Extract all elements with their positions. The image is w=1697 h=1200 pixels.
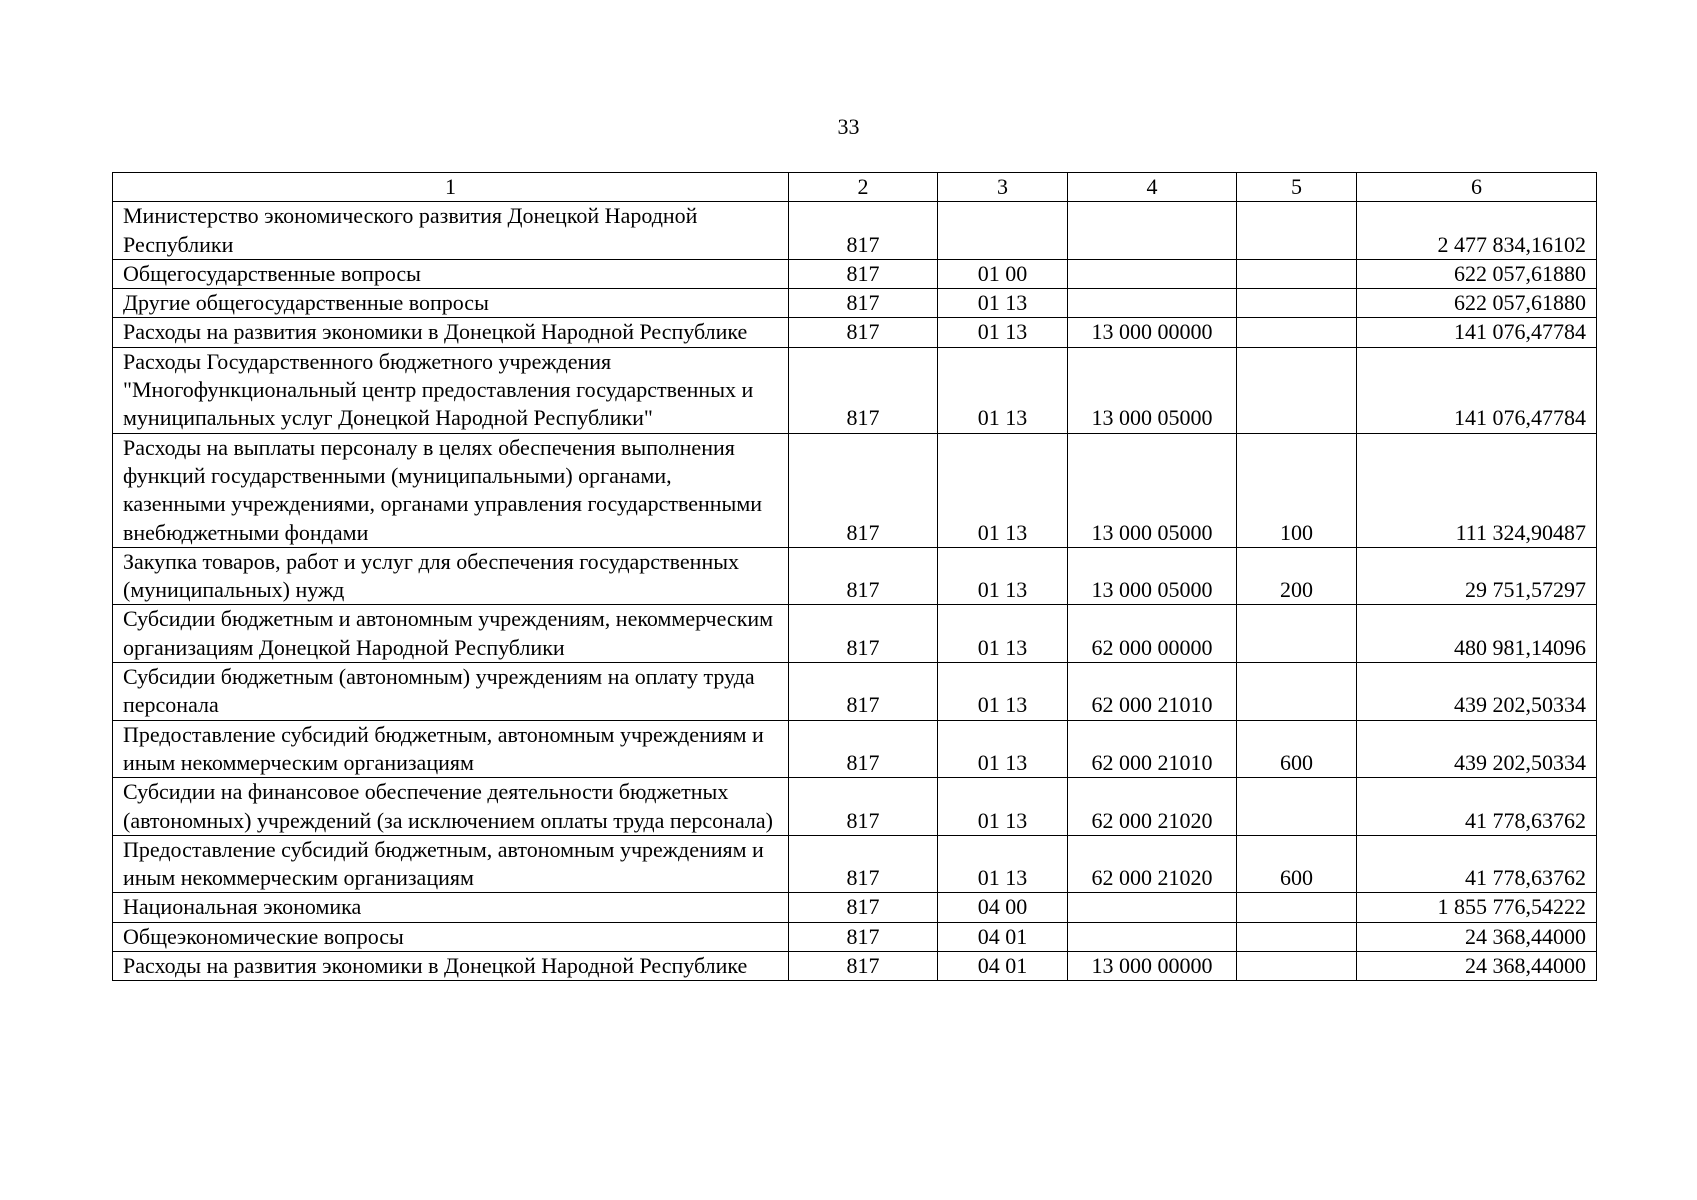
row-amount-cell: 29 751,57297 (1357, 547, 1597, 605)
table-row (113, 835, 1597, 893)
row-target-article-cell: 62 000 21010 (1068, 663, 1237, 721)
row-name-cell: Общеэкономические вопросы (113, 922, 789, 951)
row-target-article-cell: 13 000 05000 (1068, 547, 1237, 605)
row-amount-cell: 622 057,61880 (1357, 289, 1597, 318)
row-name-cell: Национальная экономика (113, 893, 789, 922)
row-target-article-cell: 62 000 21020 (1068, 778, 1237, 836)
row-expense-type-cell (1237, 605, 1357, 663)
row-ministry-code-cell: 817 (789, 778, 938, 836)
row-section-code-cell: 01 13 (938, 605, 1068, 663)
row-name-cell: Расходы на развития экономики в Донецкой Народной Республике (113, 952, 789, 981)
row-amount-cell: 141 076,47784 (1357, 318, 1597, 347)
row-target-article-cell: 13 000 00000 (1068, 952, 1237, 981)
row-expense-type-cell (1237, 922, 1357, 951)
row-section-code-cell: 01 13 (938, 347, 1068, 433)
row-target-article-cell: 62 000 21010 (1068, 720, 1237, 778)
row-name-cell: Субсидии бюджетным (автономным) учреждениям на оплату труда персонала (113, 663, 789, 721)
row-section-code-cell: 04 01 (938, 952, 1068, 981)
header-col-2: 2 (789, 173, 938, 202)
table-row (113, 259, 1597, 288)
table-row (113, 663, 1597, 721)
row-name-cell: Расходы Государственного бюджетного учреждения "Многофункциональный центр предоставления государственных и муниципальных услуг Донецкой Народной Республики" (113, 347, 789, 433)
page-number: 33 (837, 114, 860, 139)
row-amount-cell: 1 855 776,54222 (1357, 893, 1597, 922)
row-section-code-cell: 01 13 (938, 778, 1068, 836)
header-col-1: 1 (113, 173, 789, 202)
row-ministry-code-cell: 817 (789, 547, 938, 605)
row-ministry-code-cell: 817 (789, 952, 938, 981)
table-row (113, 922, 1597, 951)
row-target-article-cell (1068, 259, 1237, 288)
header-col-3: 3 (938, 173, 1068, 202)
table-body (113, 202, 1597, 981)
row-expense-type-cell (1237, 202, 1357, 260)
table-row (113, 318, 1597, 347)
row-amount-cell: 141 076,47784 (1357, 347, 1597, 433)
row-ministry-code-cell: 817 (789, 433, 938, 547)
header-col-6: 6 (1357, 173, 1597, 202)
row-section-code-cell: 01 13 (938, 663, 1068, 721)
row-section-code-cell: 01 00 (938, 259, 1068, 288)
table-row (113, 605, 1597, 663)
table-header-row (113, 173, 1597, 202)
row-ministry-code-cell: 817 (789, 289, 938, 318)
table-row (113, 347, 1597, 433)
row-expense-type-cell (1237, 259, 1357, 288)
row-ministry-code-cell: 817 (789, 922, 938, 951)
row-section-code-cell: 01 13 (938, 433, 1068, 547)
row-section-code-cell: 01 13 (938, 835, 1068, 893)
table-row (113, 202, 1597, 260)
row-amount-cell: 480 981,14096 (1357, 605, 1597, 663)
row-target-article-cell (1068, 202, 1237, 260)
row-target-article-cell (1068, 893, 1237, 922)
table-row (113, 547, 1597, 605)
row-expense-type-cell: 200 (1237, 547, 1357, 605)
table-row (113, 720, 1597, 778)
row-name-cell: Расходы на развития экономики в Донецкой Народной Республике (113, 318, 789, 347)
row-target-article-cell (1068, 289, 1237, 318)
row-name-cell: Предоставление субсидий бюджетным, автономным учреждениям и иным некоммерческим организациям (113, 720, 789, 778)
row-expense-type-cell (1237, 318, 1357, 347)
row-ministry-code-cell: 817 (789, 318, 938, 347)
row-expense-type-cell (1237, 893, 1357, 922)
row-ministry-code-cell: 817 (789, 259, 938, 288)
row-expense-type-cell: 100 (1237, 433, 1357, 547)
row-ministry-code-cell: 817 (789, 893, 938, 922)
row-target-article-cell: 13 000 00000 (1068, 318, 1237, 347)
row-section-code-cell: 04 00 (938, 893, 1068, 922)
row-name-cell: Субсидии на финансовое обеспечение деятельности бюджетных (автономных) учреждений (за исключением оплаты труда персонала) (113, 778, 789, 836)
row-amount-cell: 439 202,50334 (1357, 663, 1597, 721)
header-col-4: 4 (1068, 173, 1237, 202)
row-name-cell: Предоставление субсидий бюджетным, автономным учреждениям и иным некоммерческим организациям (113, 835, 789, 893)
row-section-code-cell (938, 202, 1068, 260)
row-target-article-cell: 62 000 21020 (1068, 835, 1237, 893)
row-section-code-cell: 01 13 (938, 547, 1068, 605)
row-name-cell: Другие общегосударственные вопросы (113, 289, 789, 318)
table-row (113, 289, 1597, 318)
row-ministry-code-cell: 817 (789, 347, 938, 433)
row-amount-cell: 622 057,61880 (1357, 259, 1597, 288)
row-amount-cell: 111 324,90487 (1357, 433, 1597, 547)
row-target-article-cell: 13 000 05000 (1068, 433, 1237, 547)
row-amount-cell: 24 368,44000 (1357, 952, 1597, 981)
row-section-code-cell: 01 13 (938, 720, 1068, 778)
row-section-code-cell: 04 01 (938, 922, 1068, 951)
row-name-cell: Министерство экономического развития Донецкой Народной Республики (113, 202, 789, 260)
row-expense-type-cell (1237, 289, 1357, 318)
row-expense-type-cell: 600 (1237, 720, 1357, 778)
row-ministry-code-cell: 817 (789, 605, 938, 663)
row-target-article-cell (1068, 922, 1237, 951)
row-amount-cell: 41 778,63762 (1357, 778, 1597, 836)
table-row (113, 433, 1597, 547)
row-expense-type-cell (1237, 778, 1357, 836)
row-amount-cell: 24 368,44000 (1357, 922, 1597, 951)
row-amount-cell: 2 477 834,16102 (1357, 202, 1597, 260)
header-col-5: 5 (1237, 173, 1357, 202)
row-ministry-code-cell: 817 (789, 663, 938, 721)
budget-table (112, 172, 1597, 981)
row-section-code-cell: 01 13 (938, 289, 1068, 318)
row-name-cell: Субсидии бюджетным и автономным учреждениям, некоммерческим организациям Донецкой Народной Республики (113, 605, 789, 663)
row-ministry-code-cell: 817 (789, 720, 938, 778)
row-name-cell: Закупка товаров, работ и услуг для обеспечения государственных (муниципальных) нужд (113, 547, 789, 605)
row-section-code-cell: 01 13 (938, 318, 1068, 347)
row-amount-cell: 439 202,50334 (1357, 720, 1597, 778)
row-ministry-code-cell: 817 (789, 835, 938, 893)
row-name-cell: Общегосударственные вопросы (113, 259, 789, 288)
table-row (113, 893, 1597, 922)
table-row (113, 778, 1597, 836)
row-expense-type-cell (1237, 663, 1357, 721)
row-target-article-cell: 62 000 00000 (1068, 605, 1237, 663)
row-expense-type-cell (1237, 347, 1357, 433)
row-expense-type-cell (1237, 952, 1357, 981)
table-row (113, 952, 1597, 981)
row-ministry-code-cell: 817 (789, 202, 938, 260)
row-expense-type-cell: 600 (1237, 835, 1357, 893)
row-amount-cell: 41 778,63762 (1357, 835, 1597, 893)
row-target-article-cell: 13 000 05000 (1068, 347, 1237, 433)
row-name-cell: Расходы на выплаты персоналу в целях обеспечения выполнения функций государственными (муниципальными) органами, казенными учреждениями, органами управления государственными внебюджетными фондами (113, 433, 789, 547)
